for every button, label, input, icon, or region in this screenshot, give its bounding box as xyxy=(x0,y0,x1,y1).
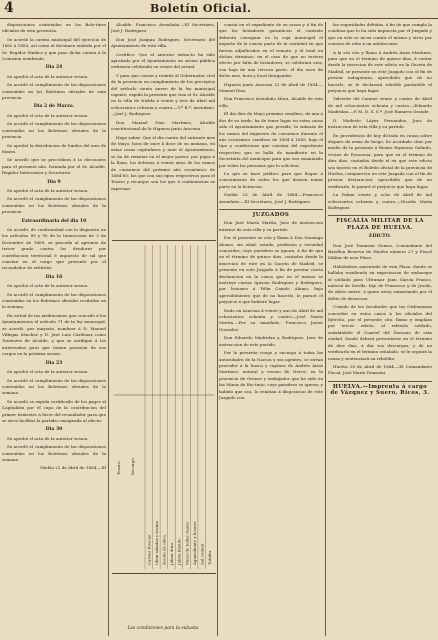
paragraph: Niebla 23 de Abril de 1884.—Francisco Avendaño.—El Secretario, José J. Rodriguez. xyxy=(219,192,323,204)
paragraph: Se acordó el cumplimiento de las disposiciones contenidas en los Boletines oficiales de la semana. xyxy=(2,377,106,396)
section-heading: Extraordinaria del dia 10 xyxy=(21,218,87,224)
paragraph: Usando de las facultades que las Ordenanzas conceden en estos casos á los oficiales del Ejército, por el presente cito, llamo y emplazo por tercer edicto, al referido soldado, señalándole el Cuartel del Dorsano de esta ciudad, donde deberá presentarse en el término de diez dias, á dar sus descargos; y de no verificarlo en el término señalado, se le seguirá la causa y sentenciará en rebeldía. xyxy=(328,304,432,361)
paragraph: Se acordó, de conformidad con lo dispuesto en los artículos 89 y 90 de la Instruccion de 3 de Diciembre de 1869, se proceda al apremio de tercer grado contra los deudores por contribucion territorial é impuesto de sal que constan en el cargo que presentó por el recaudador de arbitrios. xyxy=(2,226,106,271)
paragraph: Lo que se hace público para que llegue á conocimiento de todos los que deseen tomar parte en la licitacion. xyxy=(219,170,323,189)
table-row-label: Jabon blando xyxy=(176,538,182,565)
paragraph: Don José María Martin, Juez de instruccion interino de esta villa y su partido. xyxy=(219,220,323,232)
page-header xyxy=(0,0,438,19)
paragraph: En providencia de hoy dictada en causa sobre disparo de arma de fuego, he acordado citar por medio de la presente á Benito Espinosa Galindo, vecino de Escacena, para que en el término de diez dias, contados desde el en que este edicto sea inserto en el Boletín oficial de la provincia de Huelva, comparezca en este Juzgado con el fin de prestar declaracion; apercibido que de no verificarlo, le parará el perjuicio que haya lugar. xyxy=(328,132,432,189)
paragraph: Se aprobó el acta de la anterior sesion. xyxy=(7,369,89,375)
section-heading: Dia 16 xyxy=(45,274,63,280)
paragraph: Habiéndose ausentado de esta Plaza, donde se hallaba residiendo en expectacion de embarque el soldado para Ultramar Juan García Franco, natural de Sevilla, hijo de Francisco y de Josefa, de oficio sastre, á quien estoy sumariando por el delito de desercion. xyxy=(328,263,432,301)
paragraph: consta en el expediente de su razon y á fin de que los licitadores garanticen el contrato deberán consignar en la caja municipal el importe de la cuarta parte de la cantidad en que fueron adjudicados en el remate, y el total en dichos términos: en el caso de que no tuviera efecto por falta de licitadores, se celebrará otra, con baja de una tercera parte, el dia once de dicho mes, hora y local designados. xyxy=(219,22,323,79)
column-2-footer: Las condiciones para la subasta xyxy=(127,626,199,631)
paragraph: Dado en Aracena á veinte y uno de Abril de mil ochocientos ochenta y cuatro.—José María Martin.—Por su mandado, Francisco Javier Gonzalez. xyxy=(219,307,323,332)
paragraph: Se aprobó el acta de la anterior sesion. xyxy=(7,112,89,118)
paragraph: Hago saber: Que el día cuatro del entrante mes de Mayo, hora de once á doce de su mañana, en estas casas capitulares y ante el Ayuntamiento, se ha de rematar en el mejor postor, por pujas á la llana, las dehesas á veinte años de los ramos de consumos del próximo año económico de 1884-85; los que con sus tipos respectivos para el Tesoro y recargos son los que á continuacion se expresan. xyxy=(111,134,215,191)
paragraph: las seguridades debidas, á fin de que cumpla la condena que le ha sido impuesta por el Juzgado y que en este se incoa contra el mismo y otros por conatos de robo á un adolescente. xyxy=(328,22,432,47)
section-heading: Dia 2 de Marzo. xyxy=(33,104,75,110)
section-heading: Dia 23 xyxy=(45,360,63,366)
column-4 xyxy=(328,22,432,636)
page-title: Boletín Oficial. xyxy=(150,2,252,15)
column-divider xyxy=(325,22,326,636)
paragraph: Don Eduardo Madridan y Rodriguez, Juez de instruccion de este partido. xyxy=(219,335,323,347)
table-column-header: Recargo xyxy=(130,458,135,475)
table-column-header: Tesoro xyxy=(116,461,121,475)
section-heading: FISCALÍA MILITAR DE LA PLAZA DE HUELVA. xyxy=(328,215,432,231)
table-row-label: Idem saladas y tocino xyxy=(154,521,160,565)
column-divider xyxy=(108,22,109,636)
consumos-table xyxy=(112,240,216,574)
paragraph: D. Modesto López Fernandez, Juez de instruccion de esta villa y su partido. xyxy=(328,117,432,130)
table-row-label: Jabon duro xyxy=(169,542,175,565)
paragraph: Se acordó el cumplimiento de las disposiciones contenidas en los Boletines oficiales de esta provincia. xyxy=(2,82,106,101)
paragraph: Valverde del Camino veinte y cuatro de Abril de mil ochocientos ochenta y cuatro.—Eduardo Madridan.—P. M. D. S. S.ª, José Ramirez Grande. xyxy=(328,96,432,115)
paragraph: Se acordó la cuenta municipal del ejercicio de 1882 á 1883, así como el dictámen emitido por el Sr. Regidor Síndico y que pase dicha cuenta á la Comisión nombrada. xyxy=(2,36,106,62)
table-row-label: Totales xyxy=(206,550,212,565)
section-heading: EDICTO. xyxy=(368,234,392,240)
paragraph: disposiciones contenidas en los Bole-tines oficiales de esta provincia. xyxy=(2,22,106,34)
section-heading: HUELVA.—Imprenta á cargo de Vázquez y Suero, Ricos, 3. xyxy=(328,381,432,397)
paragraph: Certifico: Que el anterior extracto ha sido aprobado por el Ayuntamiento en sesion pública ordinaria celebrada en veinte del actual. xyxy=(111,51,215,70)
page-number: 4 xyxy=(4,0,14,16)
paragraph: Don Francisco Avendaño Mora, Alcalde de esta villa. xyxy=(219,96,323,108)
paragraph: Se aprobó el acta de la anterior sesion. xyxy=(7,73,89,79)
paragraph: Se acordó el cumplimiento de las disposiciones contenidas en los Boletines oficiales de la provincia. xyxy=(2,196,106,215)
paragraph: Don José Tomasini Gomez, Comandante del Batallon Reserva de Huelva número 27 y Fiscal Militar de esta Plaza. xyxy=(328,242,432,261)
table-row-label: Aguardiente y licores xyxy=(191,521,197,565)
column-1 xyxy=(2,22,106,636)
paragraph: En virtud de las atribuciones que concede á los Ayuntamientos el artículo 71 de la ley municipal, se acordó, por mayoría, nombrar á D. Manuel Villegas Sánchez y D. José Luis Cárdenas como Tenientes de Alcalde, y que se notifique á los interesados para que tomen posesión de sus cargos en la próxima sesion. xyxy=(2,312,106,357)
table-row-label: Sal comun xyxy=(199,543,205,565)
column-divider xyxy=(217,22,218,636)
paragraph: Se aprobó el acta de la anterior sesion. xyxy=(7,435,89,441)
section-heading: Niebla 22 de Abril de 1884.—El xyxy=(40,465,106,471)
paragraph: La Palma veinte y ocho de Abril de mil ochocientos ochenta y cuatro.—Nicolás María Rodriguez. xyxy=(328,192,432,210)
section-heading: Dia 24 xyxy=(45,65,63,71)
paragraph: Se aprobó el acta de la anterior sesion. xyxy=(7,187,89,193)
section-heading: JUZGADOS xyxy=(219,209,323,218)
paragraph: Alcalde, Francisco Avendaño.—El Secretario, José J. Rodriguez. xyxy=(111,22,215,34)
paragraph: Se acordó el cumplimiento de las disposiciones contenidas en los Boletines oficiales recibidos en la semana. xyxy=(2,291,106,310)
paragraph: Don José Joaquin Rodriguez, Secretario del Ayuntamiento de esta villa. xyxy=(111,36,215,49)
section-heading: Dia 30 xyxy=(45,427,63,433)
paragraph: Se acordó se expida certificado de los pagos al Capitalista por el cupo de la contribucion del primer trimestre á favor del recaudador para que se sirva facilitar la partida consignada al efecto. xyxy=(2,398,106,423)
paragraph: Se acordó que se procediera á la elecciones para el presente año, formada por el Sr. Alcalde, Regidor Interventor y Secretario. xyxy=(2,157,106,176)
paragraph: Se aprobó el acta de la anterior sesion. xyxy=(7,283,89,289)
paragraph: Y para que conste y remitir al Gobernador civil de la provincia en cumplimiento de los preceptos del artículo ciento nueve de la ley municipal vigente, expido la presente que visa el Sr. Alcalde en la villa de Niebla á veinte y tres de Abril mil ochocientos ochenta y cuatro.—V.º B.º, Avendaño.—José J. Rodriguez. xyxy=(111,72,215,117)
paragraph: Higuera junto Aracena 21 de Abril de 1884.—Manuel Diaz. xyxy=(219,81,323,94)
paragraph: A la vez cito y llamo á Andrés Arias Martinez, para que en el término de quince dias, á contar desde la insercion de este edicto en la Gaceta de Madrid, se presente en este Juzgado con el fin de prestar indagatoria, apercibido que de no hacerlo, se le declarará rebelde parándole el perjuicio que haya lugar. xyxy=(328,49,432,94)
table-row-label: Vinos de todas clases xyxy=(184,521,190,565)
paragraph: Se acordó el cumplimiento de las disposiciones contenidas en los Boletines oficiales de la provincia. xyxy=(2,121,106,140)
paragraph: Por el presente se cita y llama á Don Domingo Alonso, sin edad, estado, profesion y vecindad conocidos, cuyo paradero se ignora, á fin de que en el término de quince dias, contados desde la insercion de este en la Gaceta de Madrid, se presente en este Juzgado á fin de prestar cierta declaracion en la causa que en el mismo se instruye contra Ignacio Rodriguez y Rodriguez, por lesiones á Félix Canelo Alamo; bajo apercibimiento que de no hacerlo, le parará el perjuicio á que hubiere lugar. xyxy=(219,235,323,305)
table-row-label: Aceite de oliva xyxy=(161,535,167,565)
section-heading: Dia 9 xyxy=(47,179,61,185)
paragraph: Se acordó el cumplimiento de las disposiciones contenidas en los Boletines oficiales de la semana. xyxy=(2,444,106,462)
paragraph: Se aprobó la distribucion de fondos del mes de Marzo. xyxy=(2,142,106,154)
paragraph: Huelva 18 de Abril de 1884.—El Comandante Fiscal, José María Tomasini. xyxy=(328,363,432,376)
consumos-table-drawing xyxy=(112,241,216,573)
paragraph: Don Manuel Diaz Martinez, Alcalde constitucional de la Higuera junto Aracena. xyxy=(111,119,215,132)
paragraph: Por la presente ruego y encargo á todas las autoridades de la Nacion y sus agentes, se sirvan proceder á la busca y captura de Andrés Arias Martinez, natural y vecino de Nerva, en la provincia de Orense y trabajador que ha sido en las Minas de Rio-tinto, cuyo paradero se ignora; y habido que sea, lo remitan á disposicion de este Juzgado con xyxy=(219,350,323,400)
table-row-label: Carnes frescas xyxy=(146,534,152,565)
column-3 xyxy=(219,22,323,636)
paragraph: El dia diez de Mayo próximo venidero, de una á dos de su tarde, ha de tener lugar en estas casas sala el Ayuntamiento que preside, la subasta de los ramos del impuesto de consumos durante el año económico venidero de 1884 á 1885, bajo el tipo y condiciones que constan del expediente respectivo que se halla de manifiesto en la Secretaría del municipio para que sea examinado por todas las personas que lo soliciten. xyxy=(219,111,323,168)
